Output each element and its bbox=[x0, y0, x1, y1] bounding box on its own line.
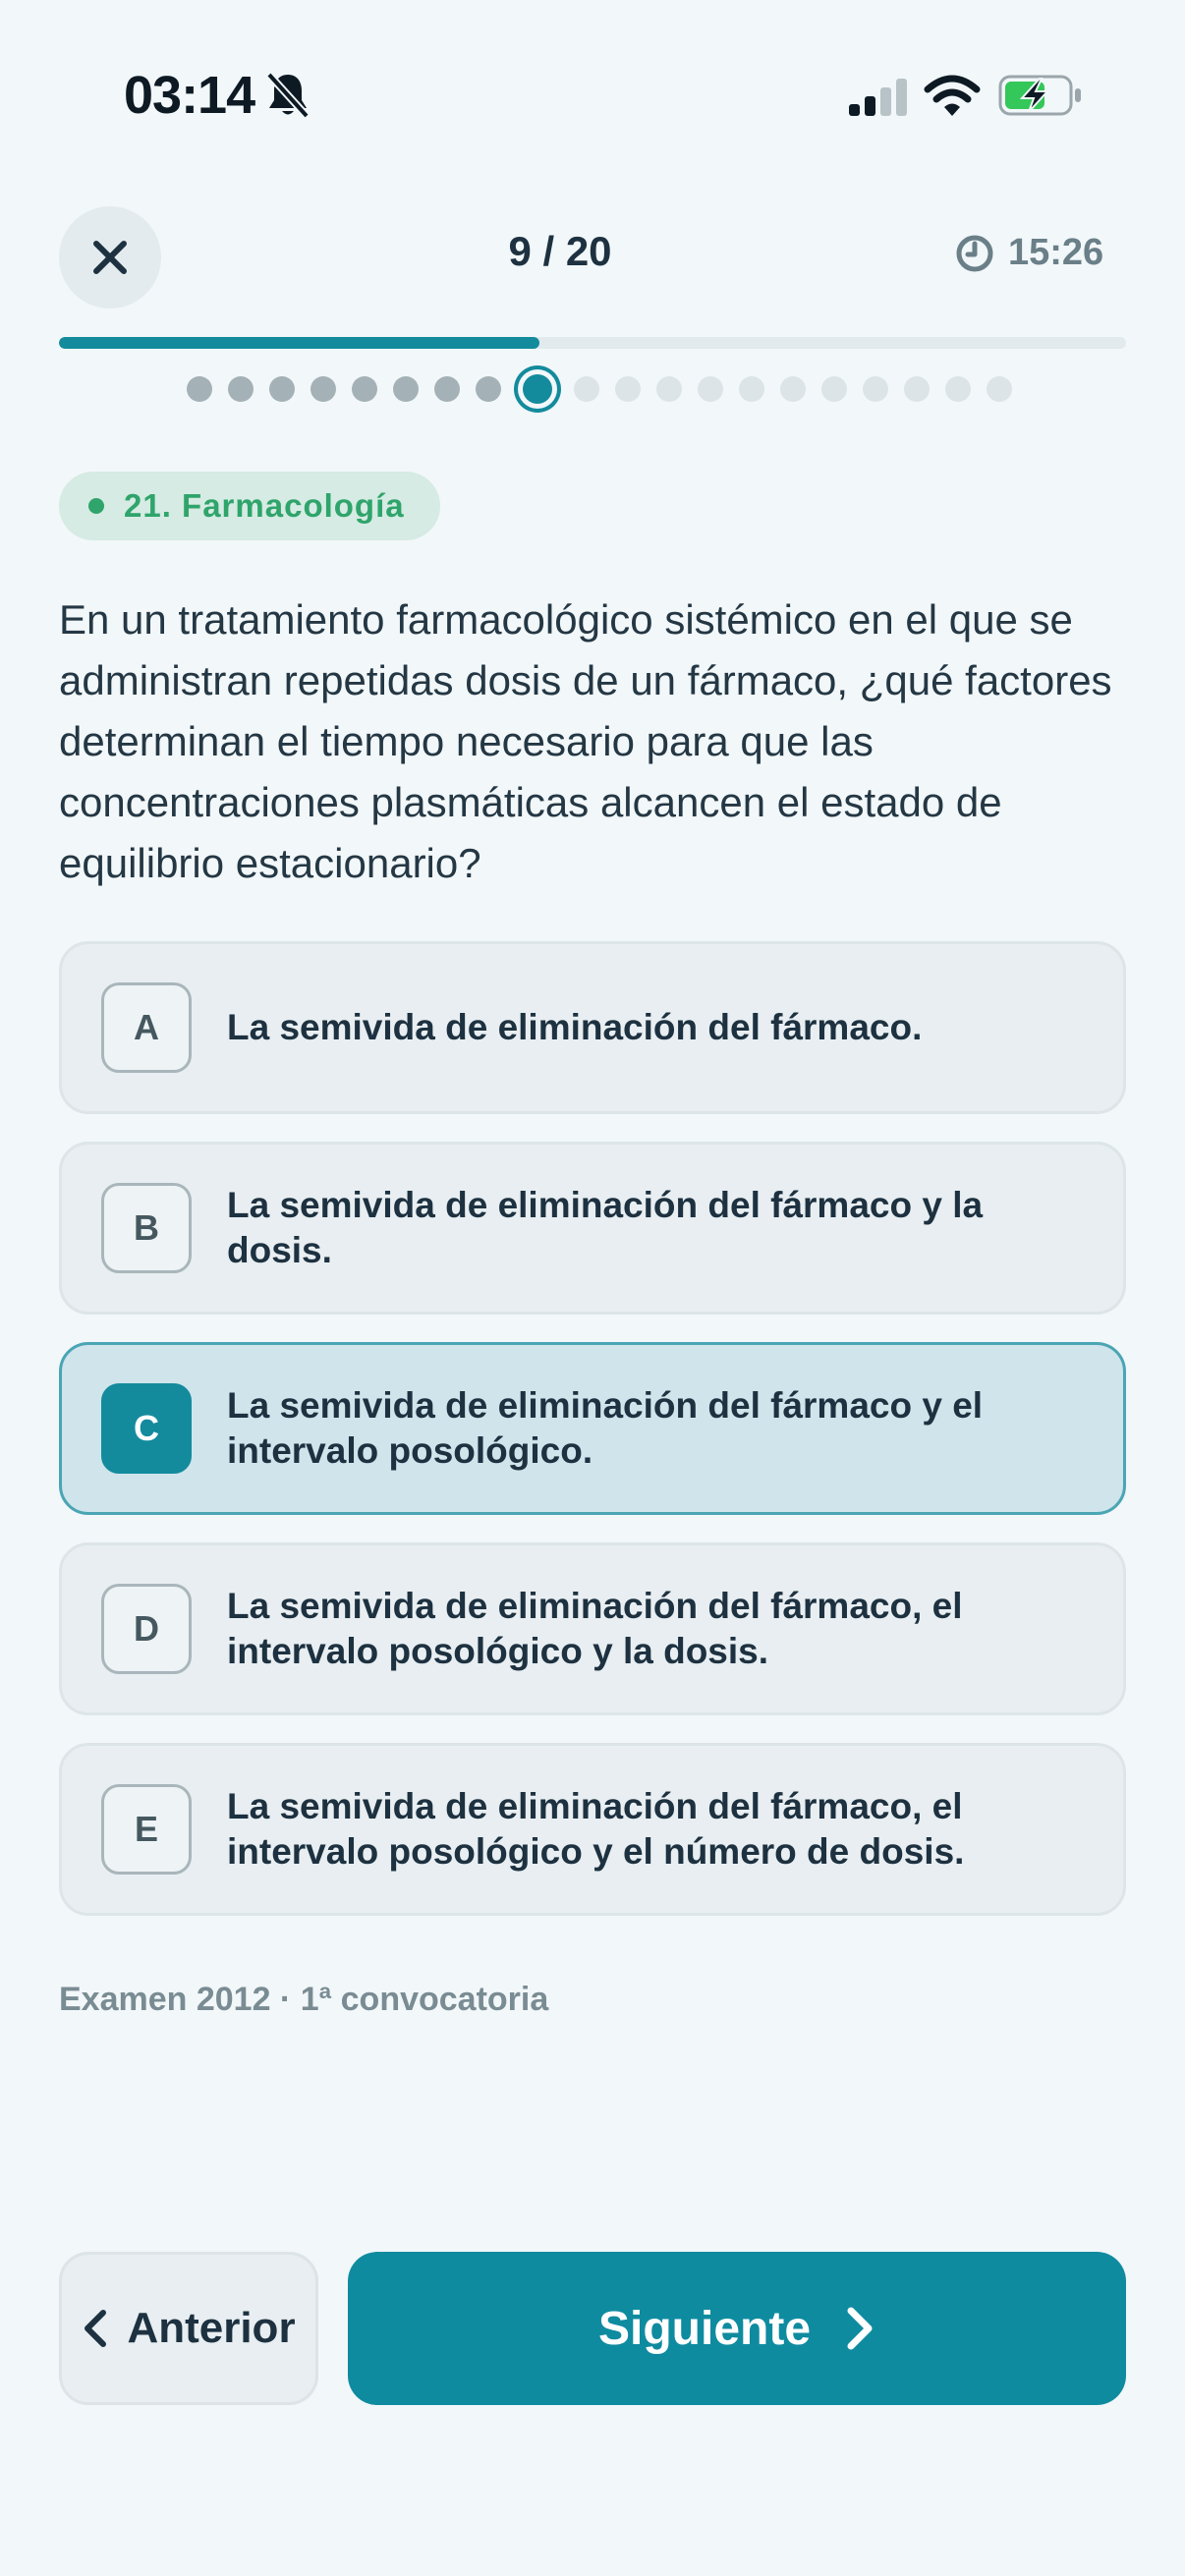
option-text: La semivida de eliminación del fármaco, el intervalo posológico y la dosis. bbox=[227, 1586, 963, 1671]
question-dot bbox=[615, 376, 641, 402]
question-counter: 9 / 20 bbox=[508, 228, 612, 274]
question-text: En un tratamiento farmacológico sistémico en el que se administran repetidas dosis de un fármaco, ¿qué factores determinan el tiempo necesario para que las concentraciones plasmáticas alcancen el estado de equilibrio estacionario? bbox=[59, 596, 1112, 886]
option-letter: E bbox=[101, 1784, 192, 1875]
question-dot bbox=[739, 376, 764, 402]
question-dot bbox=[476, 376, 501, 402]
topic-label: 21. Farmacología bbox=[124, 487, 405, 524]
exam-source: Examen 2012 · 1ª convocatoria bbox=[59, 1981, 549, 2018]
question-dot bbox=[434, 376, 460, 402]
question-dot bbox=[821, 376, 847, 402]
progress-bar bbox=[59, 337, 1126, 349]
option-text: La semivida de eliminación del fármaco y la dosis. bbox=[227, 1185, 984, 1270]
progress-fill bbox=[59, 337, 539, 349]
option-letter: D bbox=[101, 1584, 192, 1674]
option-letter: C bbox=[101, 1383, 192, 1474]
status-time: 03:14 bbox=[124, 66, 255, 125]
previous-button[interactable] bbox=[59, 2252, 318, 2405]
question-dot bbox=[269, 376, 295, 402]
question-dot bbox=[574, 376, 599, 402]
close-icon bbox=[90, 238, 130, 277]
question-dot bbox=[656, 376, 682, 402]
option-d[interactable] bbox=[59, 1542, 1126, 1715]
question-dot bbox=[523, 374, 552, 404]
question-dot bbox=[945, 376, 971, 402]
next-label: Siguiente bbox=[597, 2302, 812, 2355]
answer-options bbox=[59, 941, 1126, 1943]
option-text: La semivida de eliminación del fármaco. bbox=[227, 1007, 923, 1047]
option-letter: B bbox=[101, 1183, 192, 1273]
question-dot bbox=[904, 376, 930, 402]
status-bar bbox=[0, 0, 1185, 187]
topic-chip bbox=[59, 472, 440, 540]
question-dots bbox=[187, 374, 1012, 404]
chevron-left-icon bbox=[82, 2309, 109, 2348]
previous-label: Anterior bbox=[127, 2304, 296, 2352]
cellular-signal-icon bbox=[849, 79, 908, 118]
close-button[interactable] bbox=[59, 206, 161, 308]
option-e[interactable] bbox=[59, 1743, 1126, 1916]
question-dot bbox=[393, 376, 419, 402]
question-dot bbox=[780, 376, 806, 402]
question-dot bbox=[698, 376, 723, 402]
question-dot bbox=[187, 376, 212, 402]
option-b[interactable] bbox=[59, 1142, 1126, 1315]
topic-dot-icon bbox=[88, 498, 104, 514]
next-button[interactable] bbox=[348, 2252, 1126, 2405]
question-dot bbox=[352, 376, 377, 402]
option-letter: A bbox=[101, 982, 192, 1073]
option-text: La semivida de eliminación del fármaco, el intervalo posológico y el número de dosis. bbox=[227, 1786, 965, 1872]
bell-slash-icon bbox=[265, 71, 310, 120]
battery-charging-icon bbox=[998, 75, 1083, 116]
option-c[interactable] bbox=[59, 1342, 1126, 1515]
timer-value: 15:26 bbox=[1008, 232, 1104, 273]
wifi-icon bbox=[924, 73, 981, 118]
question-dot bbox=[863, 376, 888, 402]
question-dot bbox=[987, 376, 1012, 402]
question-dot bbox=[228, 376, 254, 402]
option-text: La semivida de eliminación del fármaco y el intervalo posológico. bbox=[227, 1385, 984, 1471]
clock-icon bbox=[955, 234, 994, 273]
timer bbox=[955, 232, 1103, 274]
option-a[interactable] bbox=[59, 941, 1126, 1114]
chevron-right-icon bbox=[844, 2306, 875, 2351]
question-dot bbox=[310, 376, 336, 402]
